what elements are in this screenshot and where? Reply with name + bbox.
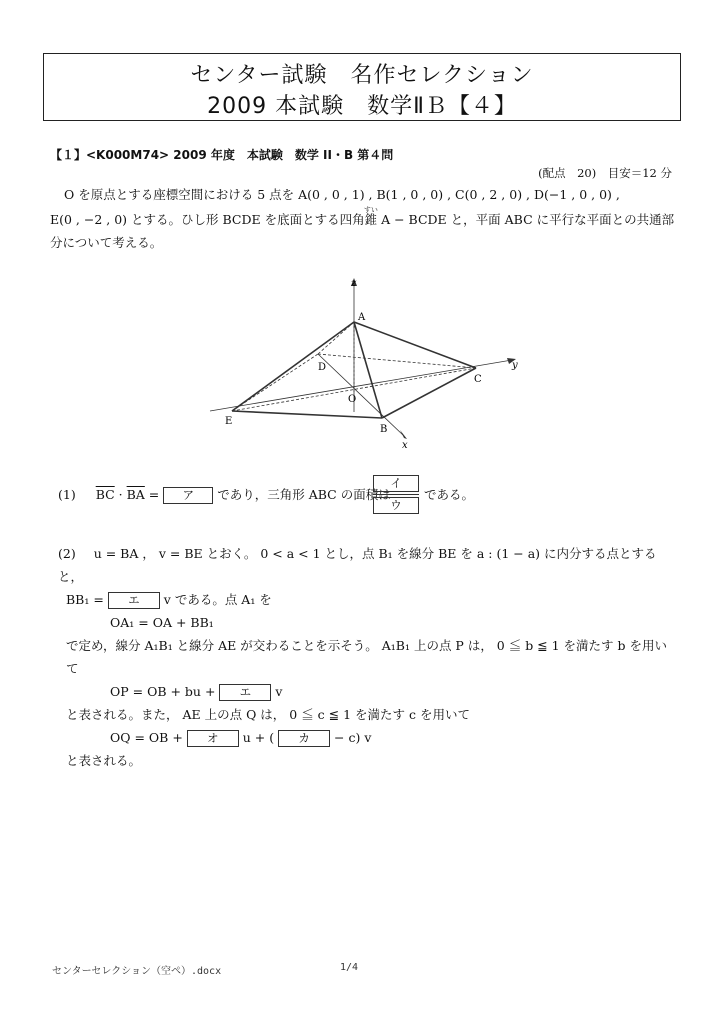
intro-kanji-sui: 錐 bbox=[363, 212, 378, 227]
intro-line-2 bbox=[50, 206, 678, 231]
pyramid-figure bbox=[200, 272, 530, 452]
q2-line-7-pre: OQ = OB + bbox=[110, 730, 187, 745]
q2-line-5 bbox=[58, 680, 678, 703]
title-box bbox=[43, 53, 681, 121]
intro-line-2a: E(0 , −2 , 0) とする。ひし形 BCDE を底面とする四角 bbox=[50, 212, 365, 227]
title-line-2: 2009 本試験 数学ⅡＢ【４】 bbox=[207, 94, 517, 119]
edge-AE bbox=[232, 322, 357, 411]
answer-box-e[interactable]: エ bbox=[108, 592, 160, 609]
edge-DC bbox=[318, 354, 476, 368]
intro-line-2c: A − BCDE と，平面 ABC に平行な平面との共通部 bbox=[377, 212, 675, 227]
q2-line-1-text: u = BA ， v = BE とおく。 0 < a < 1 とし，点 B₁ を線分 BE を a : (1 − a) に内分する点とすると， bbox=[58, 546, 657, 584]
answer-box-u[interactable]: ウ bbox=[373, 497, 419, 514]
label-C: C bbox=[474, 374, 482, 385]
edge-EB bbox=[232, 411, 382, 418]
label-x: x bbox=[402, 440, 408, 451]
score-meta: (配点 20) 目安＝12 分 bbox=[538, 166, 672, 180]
answer-box-o[interactable]: オ bbox=[187, 730, 239, 747]
label-A: A bbox=[358, 312, 366, 323]
q2-line-5-post: v bbox=[271, 684, 283, 699]
answer-box-ka[interactable]: カ bbox=[278, 730, 330, 747]
q2-line-5-pre: OP = OB + bu + bbox=[110, 684, 220, 699]
footer-page: 1/4 bbox=[340, 962, 359, 973]
fraction-bar bbox=[373, 494, 419, 495]
label-y: y bbox=[512, 360, 518, 371]
question-1 bbox=[58, 483, 391, 506]
answer-box-a[interactable]: ア bbox=[163, 487, 213, 504]
intro-paragraph bbox=[50, 183, 678, 254]
footer-filename: センターセレクション（空ぺ）.docx bbox=[52, 966, 222, 977]
question-2 bbox=[58, 542, 678, 772]
q2-line-7-mid: u + ( bbox=[238, 730, 279, 745]
q2-number: (2) bbox=[58, 546, 76, 561]
label-B: B bbox=[380, 424, 388, 435]
intro-ruby-sui: すい bbox=[363, 206, 378, 214]
title-line-1: センター試験 名作セレクション bbox=[190, 63, 534, 88]
edge-BC bbox=[382, 368, 476, 418]
q2-line-7 bbox=[58, 726, 678, 749]
intro-line-3: 分について考える。 bbox=[50, 235, 163, 250]
q2-line-1 bbox=[58, 542, 678, 588]
edge-AB bbox=[354, 322, 382, 418]
intro-line-1: O を原点とする座標空間における 5 点を A(0 , 0 , 1) , B(1 , 0 , 0) , C(0 , 2 , 0) , D(−1 , 0 , 0) , bbox=[64, 187, 620, 202]
q2-line-2-post: v である。点 A₁ を bbox=[159, 592, 272, 607]
x-axis bbox=[318, 354, 404, 436]
q2-line-2 bbox=[58, 588, 678, 611]
label-O: O bbox=[348, 394, 357, 405]
q2-line-7-post: − c) v bbox=[330, 730, 372, 745]
label-E: E bbox=[225, 416, 233, 427]
q1-dot: · bbox=[114, 487, 127, 502]
q1-number: (1) bbox=[58, 487, 76, 502]
q2-line-4: で定め，線分 A₁B₁ と線分 AE が交わることを示そう。 A₁B₁ 上の点 P は， 0 ≦ b ≦ 1 を満たす b を用いて bbox=[66, 638, 667, 676]
q2-line-3: OA₁ = OA + BB₁ bbox=[110, 615, 214, 630]
q2-line-6: と表される。また， AE 上の点 Q は， 0 ≦ c ≦ 1 を満たす c を用いて bbox=[66, 707, 470, 722]
y-axis bbox=[210, 360, 512, 411]
q1-end-text: である。 bbox=[424, 487, 475, 502]
q2-line-2-pre: BB₁ = bbox=[66, 592, 108, 607]
q1-vector-bc: $\overline{BC}$ bbox=[95, 487, 115, 502]
q1-mid-text: であり，三角形 ABC の面積は bbox=[217, 487, 391, 502]
label-D: D bbox=[318, 362, 327, 373]
fraction-iu bbox=[373, 475, 417, 514]
answer-box-e-2[interactable]: エ bbox=[219, 684, 271, 701]
section-heading: 【１】<K000M74> 2009 年度 本試験 数学 II・B 第４問 bbox=[50, 148, 394, 162]
answer-box-i[interactable]: イ bbox=[373, 475, 419, 492]
edge-AC bbox=[354, 322, 476, 368]
label-z: z bbox=[351, 278, 357, 289]
q2-line-8: と表される。 bbox=[66, 753, 142, 768]
q1-vector-ba: $\overline{BA}$ bbox=[126, 487, 145, 502]
x-axis-arrow bbox=[400, 430, 407, 439]
q1-equals: = bbox=[144, 487, 164, 502]
